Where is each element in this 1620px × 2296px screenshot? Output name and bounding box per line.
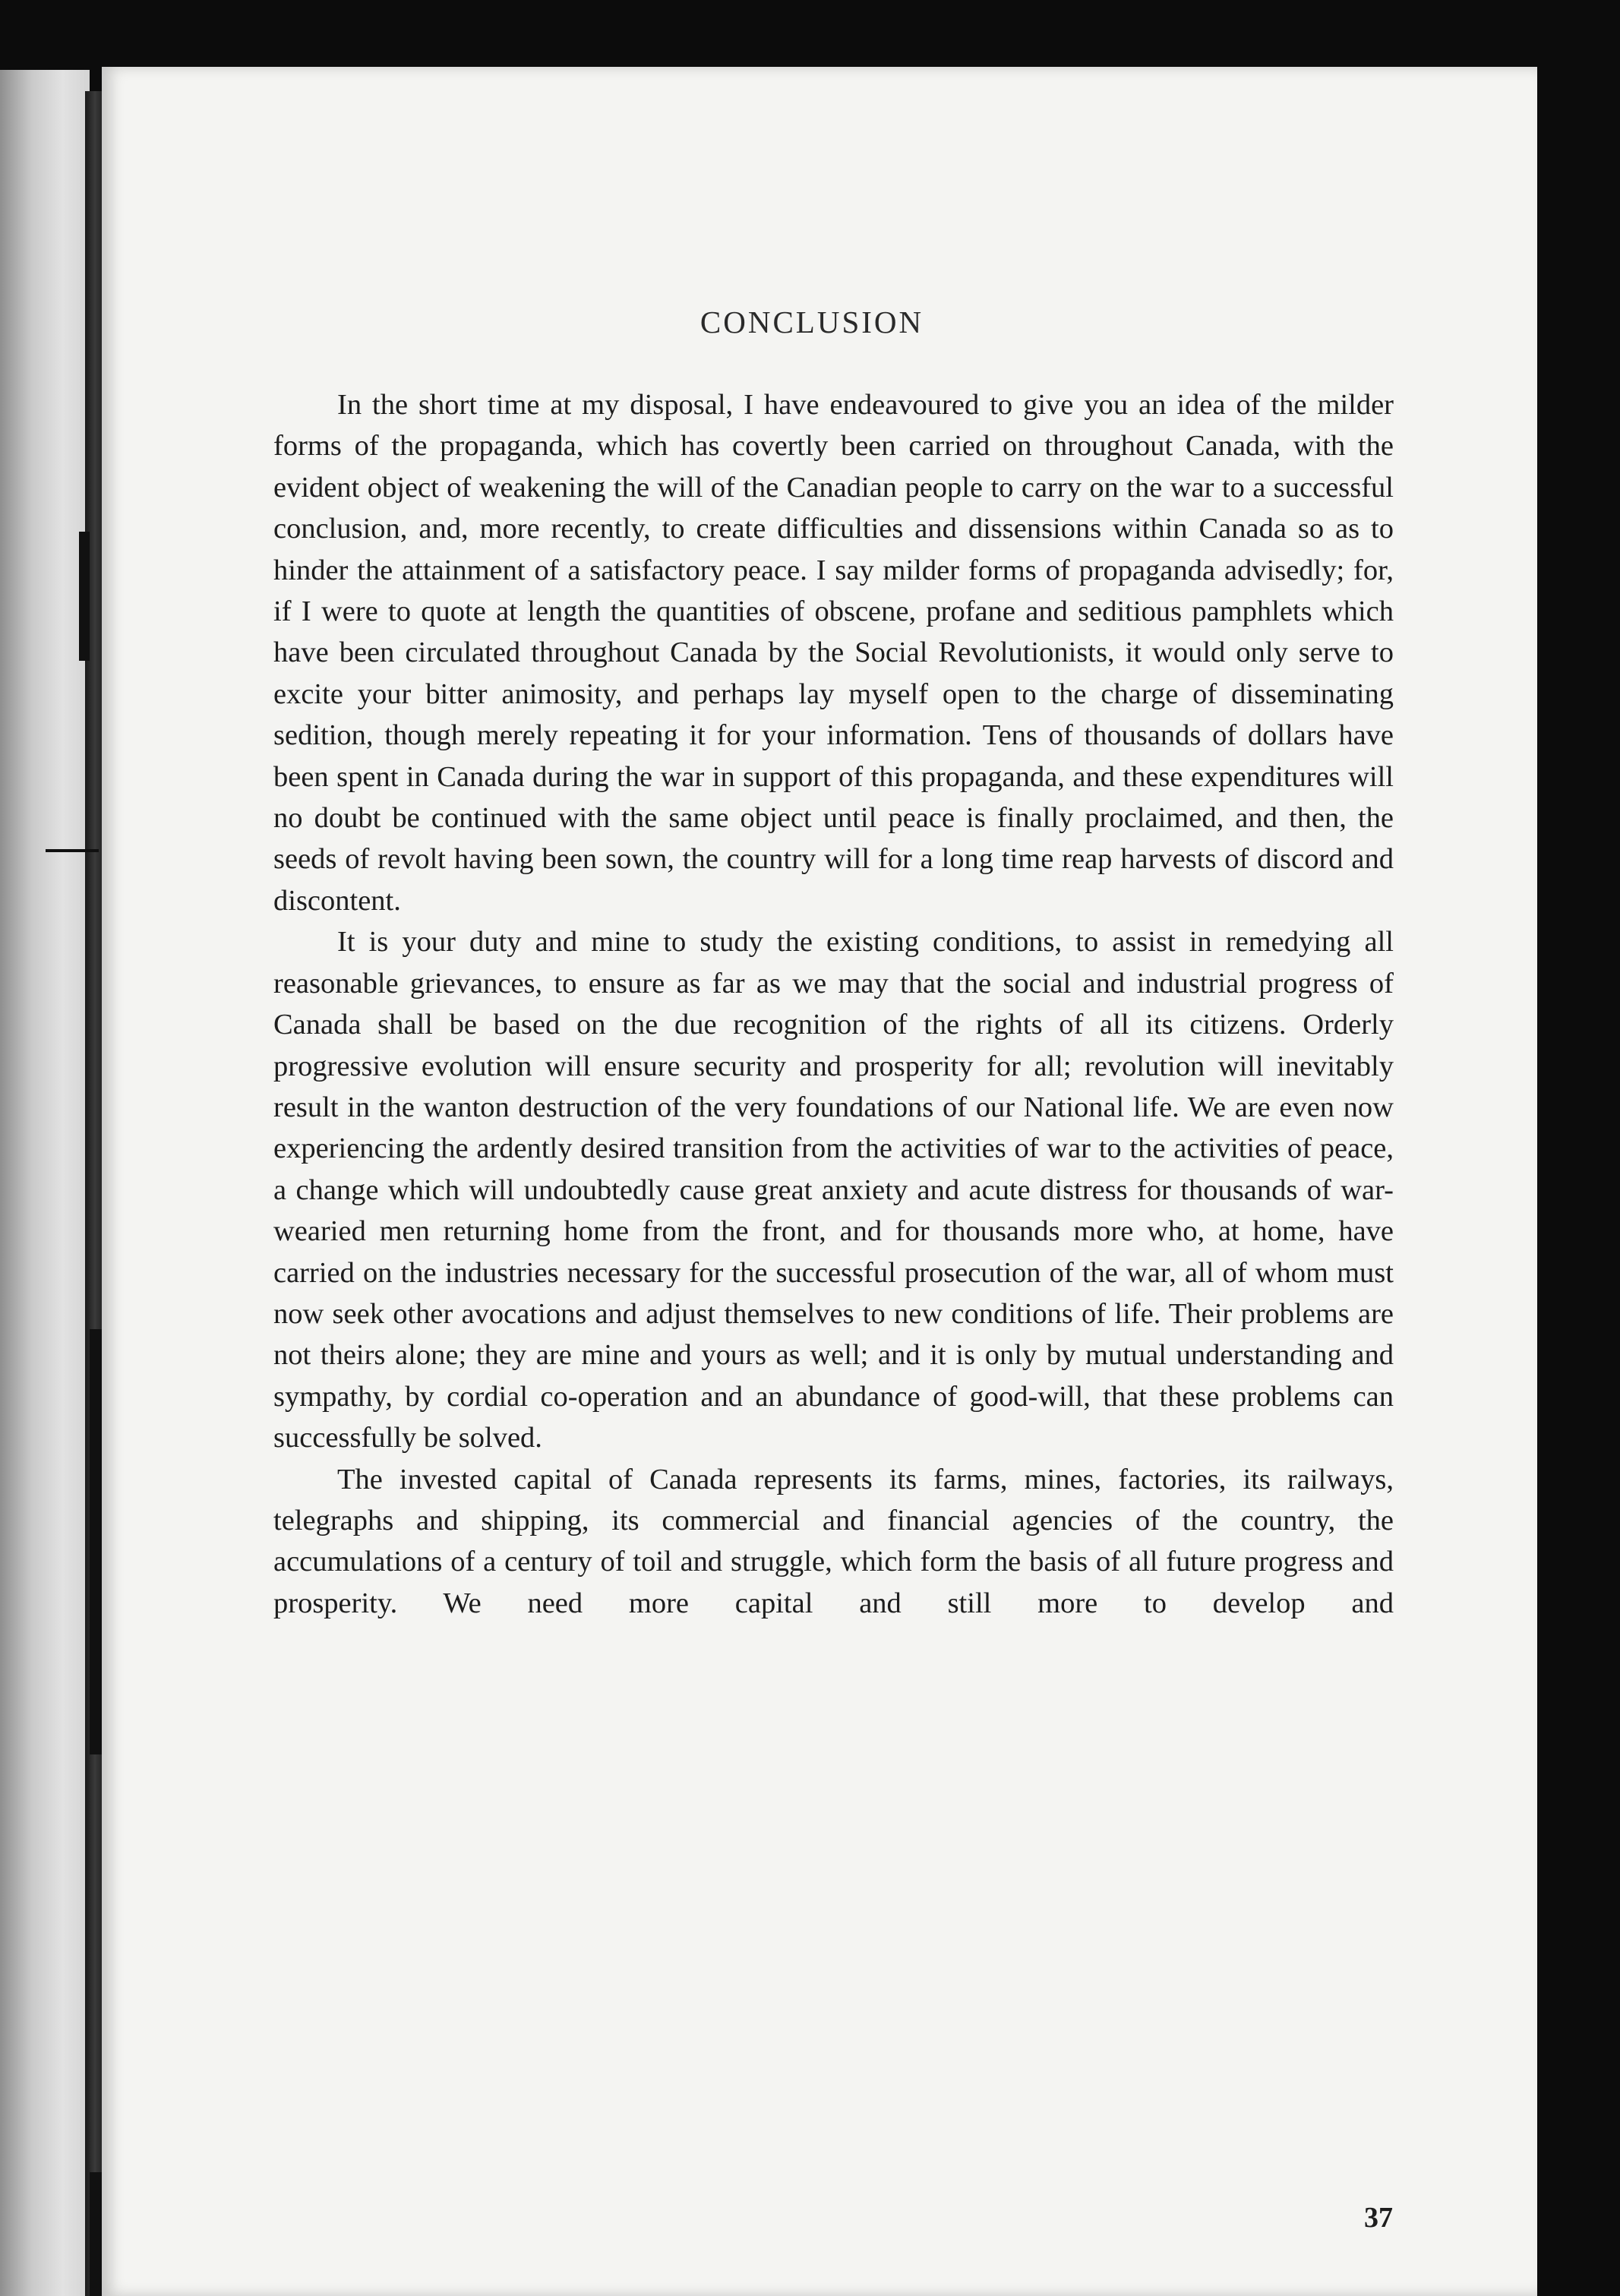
adjacent-page-edge <box>0 70 90 2296</box>
page-title: CONCLUSION <box>699 305 924 340</box>
paragraph-2: It is your duty and mine to study the existing conditions, to assist in remedying all reasonable grievances, to ensure as far as we may that the social and industrial progress of Canada shall be based on the due recognition of the rights of all its citizens. Orderly progressive evolution will ensure security and prosperity for all; revolution will inevitably result in the wanton destruction of the very foundations of our National life. We are even now experiencing the ardently desired transition from the activities of war to the activities of peace, a change which will undoubtedly cause great anxiety and acute distress for thousands of war-wearied men returning home from the front, and for thousands more who, at home, have carried on the industries necessary for the successful prosecution of the war, all of whom must now seek other avocations and adjust themselves to new conditions of life. Their problems are not theirs alone; they are mine and yours as well; and it is only by mutual understanding and sympathy, by cordial co-operation and an abundance of good-will, that these problems can successfully be solved. <box>273 926 1394 1454</box>
binding-mark <box>46 849 99 852</box>
page-number: 37 <box>1364 2202 1393 2234</box>
paragraph-3: The invested capital of Canada represents its farms, mines, factories, its railways, telegraphs and shipping, its commercial and financial agencies of the country, the accumulations of a century of toil and struggle, which form the basis of all future progress and prosperity. We need more capital and still more to develop and <box>273 1463 1394 1619</box>
body-text <box>273 384 1394 1624</box>
binding-mark <box>79 532 90 661</box>
book-page <box>102 67 1537 2296</box>
paragraph-1: In the short time at my disposal, I have endeavoured to give you an idea of the milder forms of the propaganda, which has covertly been carried on throughout Canada, with the evident object of weakening the will of the Canadian people to carry on the war to a successful conclusion, and, more recently, to create difficulties and dissensions within Canada so as to hinder the attainment of a satisfactory peace. I say milder forms of propaganda advisedly; for, if I were to quote at length the quantities of obscene, profane and seditious pamphlets which have been circulated throughout Canada by the Social Revolutionists, it would only serve to excite your bitter animosity, and perhaps lay myself open to the charge of disseminating sedition, though merely repeating it for your information. Tens of thousands of dollars have been spent in Canada during the war in support of this propaganda, and these expenditures will no doubt be continued with the same object until peace is finally proclaimed, and then, the seeds of revolt having been sown, the country will for a long time reap harvests of discord and discontent. <box>273 389 1394 917</box>
